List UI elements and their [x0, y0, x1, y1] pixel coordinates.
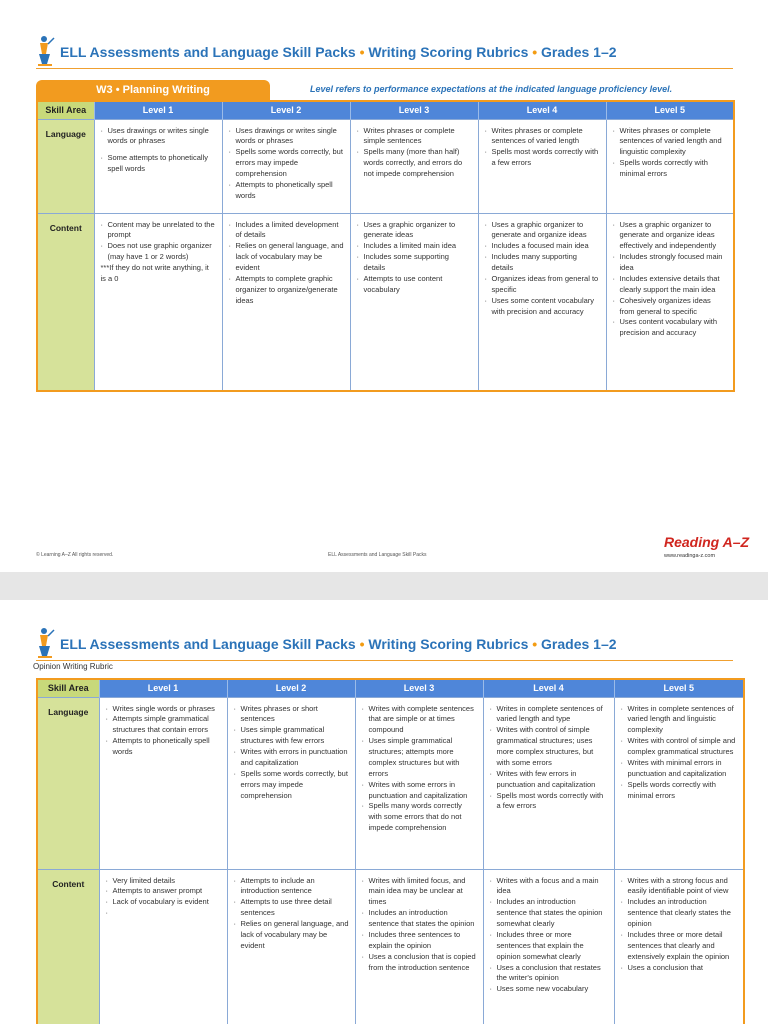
rubric-item: · Writes with errors in punctuation and capitalization	[234, 747, 349, 769]
skill-area-cell: Content	[37, 213, 94, 391]
rubric-item: · Does not use graphic organizer (may have 1 or 2 words)	[101, 241, 216, 263]
rubric-item: · Spells many words correctly with some errors that do not impede comprehension	[362, 801, 477, 834]
rubric-item: · Uses content vocabulary with precision and accuracy	[613, 317, 728, 339]
rubric-cell	[483, 869, 614, 1024]
rubric-item: · Writes phrases or complete sentences of varied length and linguistic complexity	[613, 126, 728, 159]
rubric-item: · Writes single words or phrases	[106, 704, 221, 715]
rubric-item: · Spells some words correctly, but errors may impede comprehension	[229, 147, 344, 180]
rubric-item: · Writes with minimal errors in punctuation and capitalization	[621, 758, 738, 780]
header-title-part-1: ELL Assessments and Language Skill Packs	[60, 44, 356, 60]
rubric-cell	[614, 869, 744, 1024]
rubric-item: · Uses a graphic organizer to generate and organize ideas	[485, 220, 600, 242]
rubric-cell	[614, 697, 744, 869]
rubric-cell	[99, 697, 227, 869]
page-separator	[0, 572, 768, 600]
header-separator: •	[355, 44, 369, 60]
rubric-item: · Attempts to complete graphic organizer to organize/generate ideas	[229, 274, 344, 307]
header-title	[60, 44, 617, 60]
rubric-item: · Attempts to include an introduction sentence	[234, 876, 349, 898]
rubric-item: · Writes with a strong focus and easily identifiable point of view	[621, 876, 738, 898]
rubric-cell	[99, 869, 227, 1024]
rubric-item: · Spells most words correctly with a few errors	[485, 147, 600, 169]
rubric-item: · Uses a conclusion that is copied from the introduction sentence	[362, 952, 477, 974]
rubric-item: · Writes with a focus and a main idea	[490, 876, 608, 898]
rubric-item: · Includes an introduction sentence that states the opinion somewhat clearly	[490, 897, 608, 930]
header-rule	[36, 660, 733, 661]
section-tab: W3 • Planning Writing	[36, 80, 270, 100]
rubric-item: · Spells words correctly with minimal errors	[613, 158, 728, 180]
rubric-item: · Includes some supporting details	[357, 252, 472, 274]
rubric-cell	[478, 213, 606, 391]
column-header: Level 4	[478, 101, 606, 119]
rubric-note: ***If they do not write anything, it is a 0	[100, 263, 209, 283]
rubric-cell	[355, 869, 483, 1024]
rubric-cell	[483, 697, 614, 869]
rubric-cell	[355, 697, 483, 869]
rubric-cell	[350, 119, 478, 213]
rubric-item: · Very limited details	[106, 876, 221, 887]
header-title-part-1: ELL Assessments and Language Skill Packs	[60, 636, 356, 652]
rubric-item: · Writes with control of simple grammatical structures; uses more complex structures, but with some errors	[490, 725, 608, 769]
rubric-item: · Uses a conclusion that restates the writer's opinion	[490, 963, 608, 985]
rubric-item: · Uses a graphic organizer to generate ideas	[357, 220, 472, 242]
rubric-item: · Spells many (more than half) words correctly, and errors do not impede comprehension	[357, 147, 472, 180]
rubric-item: · Attempts to phonetically spell words	[106, 736, 221, 758]
rubric-cell	[94, 119, 222, 213]
rubric-item: · Uses some content vocabulary with precision and accuracy	[485, 296, 600, 318]
rubric-item: · Attempts to phonetically spell words	[229, 180, 344, 202]
column-header: Level 5	[614, 679, 744, 697]
rubric-cell	[606, 119, 734, 213]
rubric-item: · Uses drawings or writes single words or phrases	[101, 126, 216, 148]
rubric-item: · Includes three or more sentences that explain the opinion somewhat clearly	[490, 930, 608, 963]
header-title	[60, 636, 617, 652]
rubric-item: · Writes phrases or complete simple sentences	[357, 126, 472, 148]
rubric-cell	[227, 869, 355, 1024]
level-note: Level refers to performance expectations at the indicated language proficiency level.	[310, 84, 673, 94]
page-header	[36, 626, 733, 660]
rubric-item: · Includes three or more detail sentences that clearly and extensively explain the opinion	[621, 930, 738, 963]
reading-figure-icon	[36, 34, 56, 68]
rubric-item: · Uses some new vocabulary	[490, 984, 608, 995]
column-header: Skill Area	[37, 101, 94, 119]
rubric-item: · Attempts to answer prompt	[106, 886, 221, 897]
copyright-footer: © Learning A–Z All rights reserved.	[36, 552, 114, 558]
rubric-cell	[227, 697, 355, 869]
rubric-item: · Organizes ideas from general to specific	[485, 274, 600, 296]
rubric-item: · Some attempts to phonetically spell words	[101, 153, 216, 175]
brand-url[interactable]: www.readinga-z.com	[664, 553, 716, 559]
column-header: Level 1	[94, 101, 222, 119]
rubric-item: · Writes in complete sentences of varied length and linguistic complexity	[621, 704, 738, 737]
rubric-item: · Writes with complete sentences that are simple or at times compound	[362, 704, 477, 737]
column-header: Level 5	[606, 101, 734, 119]
planning-writing-rubric-table	[36, 100, 735, 392]
opinion-writing-rubric-table	[36, 678, 745, 1024]
rubric-cell	[222, 119, 350, 213]
page-header	[36, 34, 733, 68]
rubric-item: · Uses simple grammatical structures with few errors	[234, 725, 349, 747]
rubric-cell	[478, 119, 606, 213]
column-header: Level 4	[483, 679, 614, 697]
rubric-item: · Spells words correctly with minimal errors	[621, 780, 738, 802]
table-row	[37, 213, 734, 391]
rubric-item: · Attempts to use three detail sentences	[234, 897, 349, 919]
rubric-cell	[350, 213, 478, 391]
column-header: Level 1	[99, 679, 227, 697]
rubric-item: · Content may be unrelated to the prompt	[101, 220, 216, 242]
column-header: Level 3	[350, 101, 478, 119]
rubric-cell	[222, 213, 350, 391]
rubric-item: · Uses drawings or writes single words or phrases	[229, 126, 344, 148]
rubric-item: · Includes an introduction sentence that states the opinion	[362, 908, 477, 930]
rubric-item: · Attempts to use content vocabulary	[357, 274, 472, 296]
rubric-item: · Uses a conclusion that	[621, 963, 738, 974]
column-header: Skill Area	[37, 679, 99, 697]
rubric-item: · Writes with some errors in punctuation and capitalization	[362, 780, 477, 802]
column-header: Level 2	[227, 679, 355, 697]
rubric-item: · Includes strongly focused main idea	[613, 252, 728, 274]
table-header-row	[37, 679, 744, 697]
rubric-item: · Attempts simple grammatical structures that contain errors	[106, 714, 221, 736]
table-row	[37, 869, 744, 1024]
rubric-item: · Includes many supporting details	[485, 252, 600, 274]
header-separator: •	[355, 636, 369, 652]
skill-area-cell: Content	[37, 869, 99, 1024]
rubric-cell	[94, 213, 222, 391]
column-header: Level 2	[222, 101, 350, 119]
rubric-item: · Writes with control of simple and complex grammatical structures	[621, 736, 738, 758]
center-footer: ELL Assessments and Language Skill Packs	[328, 552, 427, 558]
table-row	[37, 697, 744, 869]
header-rule	[36, 68, 733, 69]
skill-area-cell: Language	[37, 697, 99, 869]
rubric-item: · Writes with few errors in punctuation and capitalization	[490, 769, 608, 791]
column-header: Level 3	[355, 679, 483, 697]
rubric-item: · Writes phrases or complete sentences of varied length	[485, 126, 600, 148]
header-title-part-3: Grades 1–2	[541, 636, 617, 652]
rubric-item: · Spells most words correctly with a few errors	[490, 791, 608, 813]
rubric-item: · Lack of vocabulary is evident	[106, 897, 221, 908]
header-title-part-2: Writing Scoring Rubrics	[368, 44, 529, 60]
header-title-part-2: Writing Scoring Rubrics	[368, 636, 529, 652]
table-header-row	[37, 101, 734, 119]
rubric-item: · Writes phrases or short sentences	[234, 704, 349, 726]
rubric-item: · Relies on general language, and lack of vocabulary may be evident	[234, 919, 349, 952]
rubric-item: · Uses simple grammatical structures; attempts more complex structures but with errors	[362, 736, 477, 780]
rubric-item: · Includes a limited development of details	[229, 220, 344, 242]
rubric-item: · Writes in complete sentences of varied length and type	[490, 704, 608, 726]
rubric-item: · Uses a graphic organizer to generate and organize ideas effectively and independently	[613, 220, 728, 253]
rubric-item: · Relies on general language, and lack of vocabulary may be evident	[229, 241, 344, 274]
rubric-cell	[606, 213, 734, 391]
rubric-item: · Writes with limited focus, and main idea may be unclear at times	[362, 876, 477, 909]
rubric-item: · Cohesively organizes ideas from general to specific	[613, 296, 728, 318]
rubric-item: · Includes an introduction sentence that clearly states the opinion	[621, 897, 738, 930]
skill-area-cell: Language	[37, 119, 94, 213]
header-separator: •	[528, 636, 542, 652]
rubric-item: · Includes three sentences to explain the opinion	[362, 930, 477, 952]
rubric-item: · Includes a focused main idea	[485, 241, 600, 252]
rubric-subtitle: Opinion Writing Rubric	[33, 662, 113, 671]
reading-figure-icon	[36, 626, 56, 660]
rubric-item: · Includes a limited main idea	[357, 241, 472, 252]
header-separator: •	[528, 44, 542, 60]
rubric-item: · Includes extensive details that clearly support the main idea	[613, 274, 728, 296]
rubric-item: · Spells some words correctly, but errors may impede comprehension	[234, 769, 349, 802]
table-row	[37, 119, 734, 213]
reading-az-logo: Reading A–Z	[664, 534, 750, 550]
header-title-part-3: Grades 1–2	[541, 44, 617, 60]
